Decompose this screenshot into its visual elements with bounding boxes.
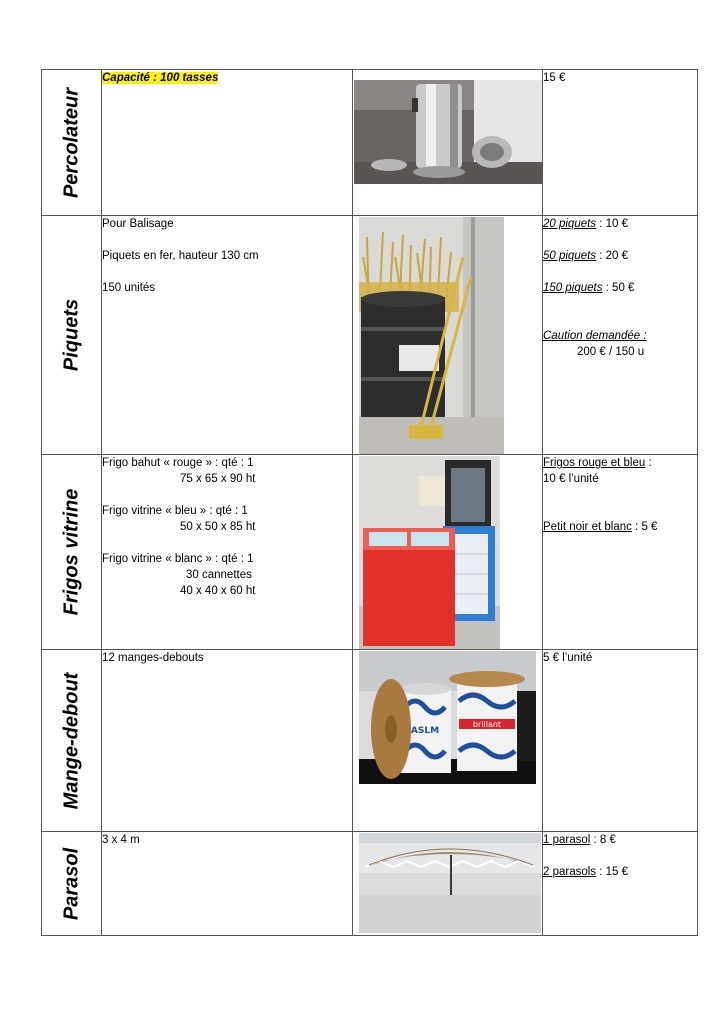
item-name-cell [42,650,102,832]
desc-line: 150 unités [102,282,156,294]
photo-cell [353,832,543,936]
price-value: 5 € l’unité [543,652,593,664]
price-value-50: : 20 € [596,250,629,262]
price-value-noir-blanc: : 5 € [631,521,658,533]
item-name-cell [42,832,102,936]
item-description [102,650,353,832]
desc-capacity: 30 cannettes [186,569,252,581]
item-price [543,455,698,650]
item-price [543,70,698,216]
price-value: 15 € [543,72,566,84]
desc-line: Piquets en fer, hauteur 130 cm [102,250,259,262]
high-tables-photo [359,651,536,784]
photo-cell [353,70,543,216]
desc-line: Frigo vitrine « bleu » : qté : 1 [102,505,248,517]
item-name: Piquets [60,298,82,372]
item-name: Mange-debout [60,672,82,809]
item-name-cell [42,70,102,216]
item-name: Percolateur [60,87,82,198]
item-description [102,70,353,216]
photo-cell [353,650,543,832]
desc-line: Frigo vitrine « blanc » : qté : 1 [102,553,254,565]
desc-line: Frigo bahut « rouge » : qté : 1 [102,457,254,469]
price-label-noir-blanc: Petit noir et blanc [543,521,632,533]
item-name-cell [42,455,102,650]
caution-label: Caution demandée : [543,330,647,342]
item-name: Frigos vitrine [60,488,82,616]
row-parasol [42,832,698,936]
parasol-photo [359,833,541,933]
price-label-20: 20 piquets [543,218,597,230]
row-frigos-vitrine [42,455,698,650]
price-value-one: : 8 € [590,834,616,846]
item-description [102,455,353,650]
row-mange-debout [42,650,698,832]
percolator-photo [354,80,542,184]
stakes-barrel-photo [359,217,504,454]
caution-value: 200 € / 150 u [577,346,645,358]
price-colon: : [645,457,652,469]
price-label-rouge-bleu: Frigos rouge et bleu [543,457,646,469]
item-name-cell [42,216,102,455]
price-value-20: : 10 € [596,218,629,230]
price-value-150: : 50 € [602,282,635,294]
rental-catalog-table [41,69,698,936]
price-value-rouge-bleu: 10 € l’unité [543,473,599,485]
price-value-two: : 15 € [596,866,629,878]
item-price [543,216,698,455]
desc-dimensions: 75 x 65 x 90 ht [180,473,256,485]
photo-cell [353,455,543,650]
item-price [543,832,698,936]
item-description [102,832,353,936]
price-label-one: 1 parasol [543,834,591,846]
item-name: Parasol [60,847,82,920]
price-label-150: 150 piquets [543,282,603,294]
item-description [102,216,353,455]
desc-line: 3 x 4 m [102,834,140,846]
price-label-50: 50 piquets [543,250,597,262]
item-price [543,650,698,832]
row-piquets [42,216,698,455]
desc-line: Pour Balisage [102,218,174,230]
desc-dimensions: 50 x 50 x 85 ht [180,521,256,533]
club-label: ASLM [410,726,440,736]
row-percolateur [42,70,698,216]
price-label-two: 2 parasols [543,866,597,878]
desc-line: 12 manges-debouts [102,652,204,664]
desc-dimensions: 40 x 40 x 60 ht [180,585,256,597]
fridges-photo [359,456,500,649]
brand-label: brillant [472,720,502,729]
photo-cell [353,216,543,455]
capacity-highlight: Capacité : 100 tasses [102,72,219,84]
